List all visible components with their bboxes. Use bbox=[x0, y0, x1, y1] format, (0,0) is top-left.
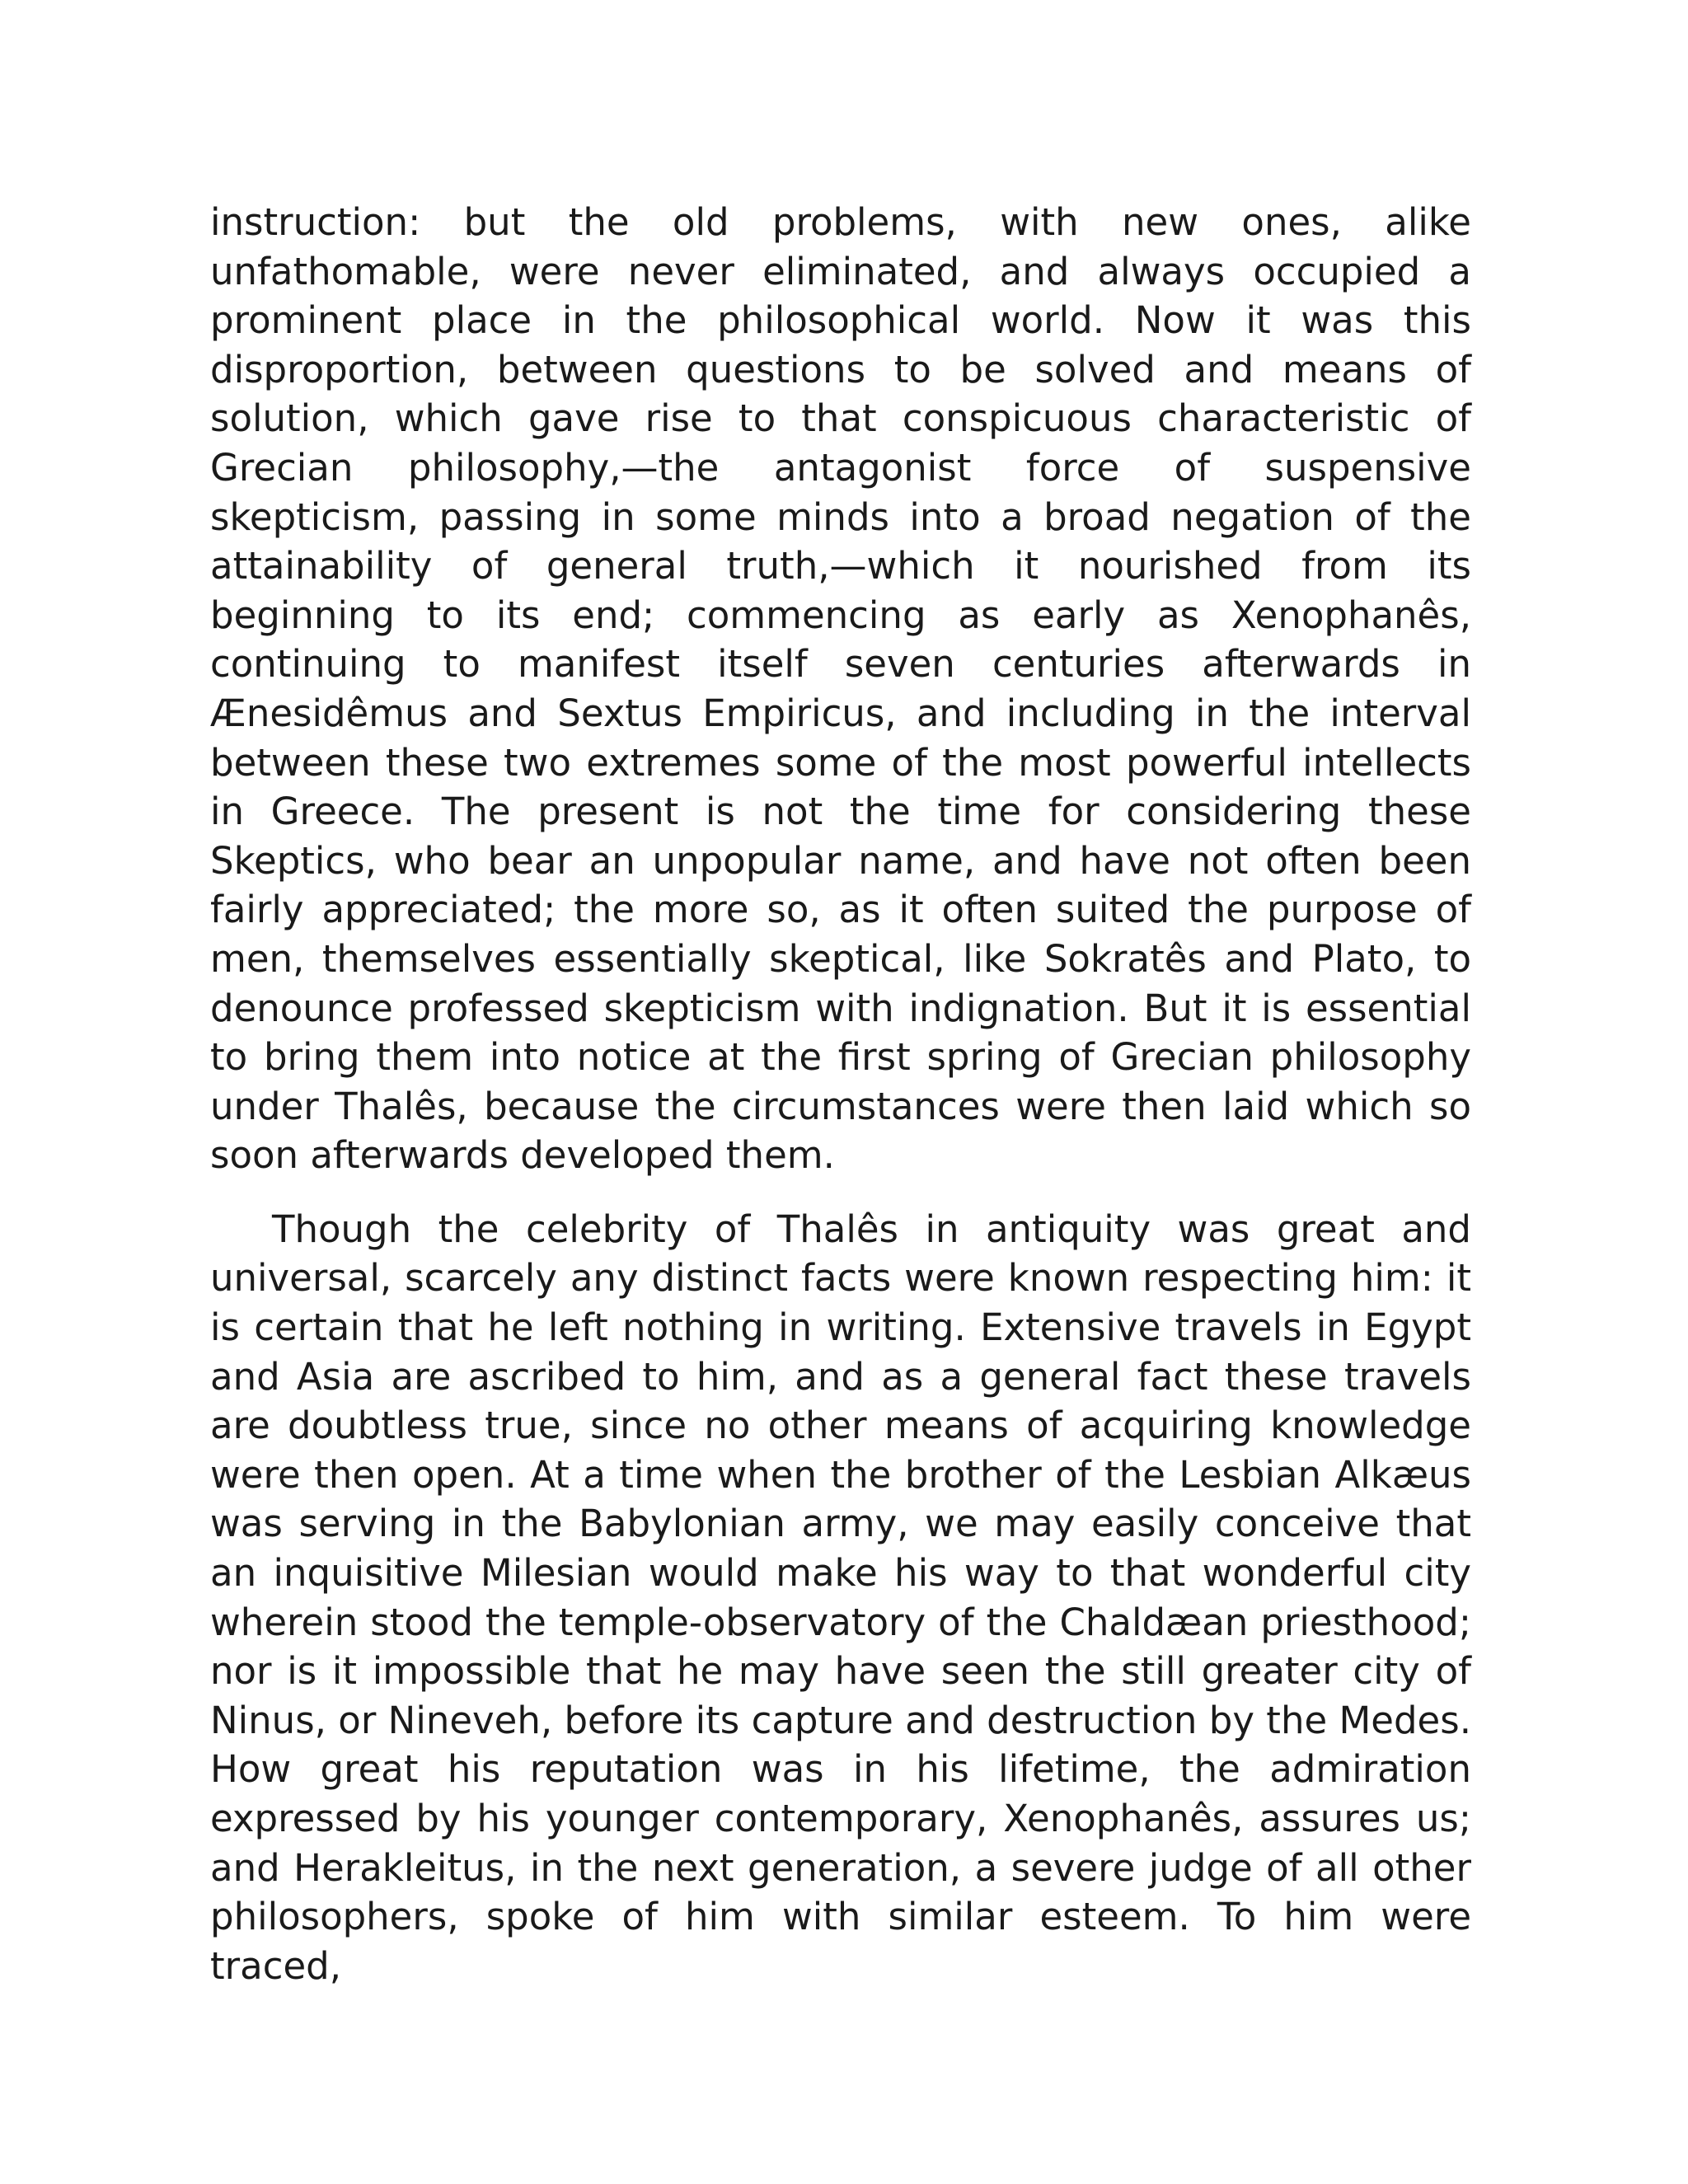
paragraph-skepticism: instruction: but the old problems, with new ones, alike unfathomable, were never eliminated, and always occupied a prominent place in the philosophical world. Now it was this disproportion, between questions to be solved and means of solution, which gave rise to that conspicuous characteristic of Grecian philosophy,—the antagonist force of suspensive skepticism, passing in some minds into a broad negation of the attainability of general truth,—which it nourished from its beginning to its end; commencing as early as Xenophanês, continuing to manifest itself seven centuries afterwards in Ænesidêmus and Sextus Empiricus, and including in the interval between these two extremes some of the most powerful intellects in Greece. The present is not the time for considering these Skeptics, who bear an unpopular name, and have not often been fairly appreciated; the more so, as it often suited the purpose of men, themselves essentially skeptical, like Sokratês and Plato, to denounce professed skepticism with indignation. But it is essential to bring them into notice at the first spring of Grecian philosophy under Thalês, because the circumstances were then laid which so soon afterwards developed them. bbox=[210, 200, 1471, 1178]
document-page bbox=[210, 198, 1471, 1990]
paragraph-thales: Though the celebrity of Thalês in antiquity was great and universal, scarcely any distinct facts were known respecting him: it is certain that he left nothing in writing. Extensive travels in Egypt and Asia are ascribed to him, and as a general fact these travels are doubtless true, since no other means of acquiring knowledge were then open. At a time when the brother of the Lesbian Alkæus was serving in the Babylonian army, we may easily conceive that an inquisitive Milesian would make his way to that wonderful city wherein stood the temple-observatory of the Chaldæan priesthood; nor is it impossible that he may have seen the still greater city of Ninus, or Nineveh, before its capture and destruction by the Medes. How great his reputation was in his lifetime, the admiration expressed by his younger contemporary, Xenophanês, assures us; and Herakleitus, in the next generation, a severe judge of all other philosophers, spoke of him with similar esteem. To him were traced, bbox=[210, 1207, 1471, 1988]
